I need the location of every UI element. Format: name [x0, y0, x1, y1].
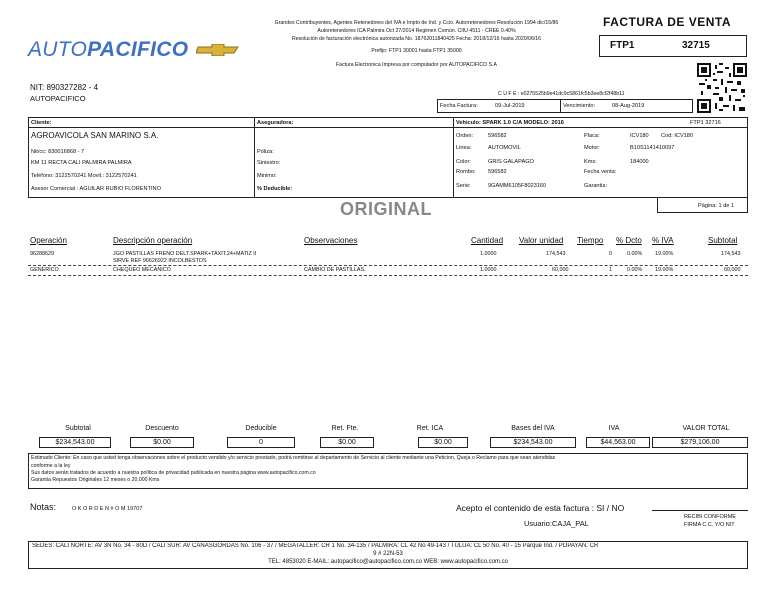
col-operacion: Operación	[30, 236, 67, 245]
row1-vu: 174,543	[546, 251, 566, 257]
legal-line-1: Grandes Contribuyentes, Agentes Retenedores del IVA e Impto de Ind. y Ccio. Autorretenedores Resolución 1994 dic/15/86	[274, 20, 559, 26]
kms-label: Kms:	[584, 159, 597, 165]
col-valor-unidad: Valor unidad	[519, 236, 564, 245]
sum-label-descuento: Descuento	[145, 425, 179, 432]
client-nit: Nit/cc: 830016868 - 7	[31, 149, 85, 155]
row2-cant: 1.0000	[480, 267, 497, 273]
notice-line-3: Sus datos serán tratados de acuerdo a nuestra política de privacidad publicada en nuestra página www.autopacifico.com.co	[31, 470, 316, 476]
logo-text-pacifico: PACIFICO	[87, 38, 189, 61]
chevrolet-bowtie-icon	[196, 44, 240, 56]
col-descripcion: Descripción operación	[113, 236, 193, 245]
sum-label-bases-iva: Bases del IVA	[511, 425, 555, 432]
row1-iva: 19.00%	[655, 251, 674, 257]
vehicle-order-ref: FTP1 32716	[690, 120, 721, 126]
fecha-venta-label: Fecha venta:	[584, 169, 617, 175]
deducible-label: % Deducible:	[257, 186, 293, 192]
qr-code-icon	[697, 63, 747, 113]
grid-divider-2	[453, 117, 454, 198]
recibi-conforme: RECIBI CONFORME	[684, 514, 736, 520]
footer-sedes-2: 9 # 22N-53	[373, 551, 403, 557]
row-separator-1	[28, 265, 748, 266]
footer-sedes: SEDES: CALI NORTE: AV 3N No. 34 - 80D / CALI SUR: AV CAÑASGORDAS No. 106 - 37 / MEGATALLER: CR 1 No. 34-135 / PALMIRA: CL 42 No 49-143 / TULUA: CL 50 No. 40 - 15 Parque Ind. / POPAYAN: CR	[32, 543, 599, 549]
row2-dcto: 0.00%	[627, 267, 643, 273]
autopacifico-logo	[28, 38, 240, 62]
notice-line-2: conforme a la ley	[31, 463, 71, 469]
sum-label-ret-ica: Ret. ICA	[416, 425, 444, 432]
poliza-label: Póliza:	[257, 149, 274, 155]
grid-header-rule	[28, 127, 748, 128]
sum-value-iva: $44,563.00	[586, 437, 650, 448]
doc-title: FACTURA DE VENTA	[603, 15, 731, 29]
row2-obs: CAMBIO DE PASTILLAS.	[304, 267, 366, 273]
siniestro-label: Siniestro:	[257, 160, 281, 166]
color-value: GRIS GALAPAGO	[488, 159, 534, 165]
row1-tiempo: 0	[609, 251, 612, 257]
grid-divider-1	[254, 117, 255, 198]
notice-line-1: Estimado Cliente: En caso que usted tenga observaciones sobre el producto vendido y/o servicio prestado, podrá remitirse al departamento de Servicio al cliente mediante una Peticion, Queja o Reclamo para que sean atendidas	[31, 455, 556, 461]
row2-sub: 60,000	[724, 267, 741, 273]
linea-label: Linea:	[456, 145, 472, 151]
row1-desc: JGO PASTILLAS FRENO DELT.SPARK+TAXIT.24+MATIZ II	[113, 251, 257, 257]
usuario: Usuario:CAJA_PAL	[524, 519, 589, 528]
sum-value-total: $279,106.00	[652, 437, 748, 448]
legal-line-2: Autoretenedores ICA Palmira Oct 27/2014 Regimen Común. CIIU 4511 - CREE 0.40%	[317, 28, 516, 34]
vencimiento: 08-Aug-2019	[612, 103, 645, 109]
placa-value: ICV180	[630, 133, 649, 139]
company-name: AUTOPACIFICO	[30, 94, 86, 103]
sum-value-subtotal: $234,543.00	[39, 437, 111, 448]
sum-value-ret-fte: $0.00	[320, 437, 374, 448]
minimo-label: Minimo:	[257, 173, 277, 179]
cod-label: Cod: ICV180	[661, 133, 694, 139]
sum-value-ret-ica: $0.00	[418, 437, 468, 448]
client-asesor: Asesor Comercial : AGUILAR RUBIO FLORENTINO	[31, 186, 161, 192]
footer-contact: TEL: 4853020 E-MAIL: autopacifico@autopacifico.com.co WEB: www.autopacifico.com.co	[268, 559, 508, 565]
orden-label: Orden:	[456, 133, 474, 139]
invoice-prefix: FTP1	[610, 40, 635, 51]
acepto-text: Acepto el contenido de esta factura : SI / NO	[456, 503, 625, 513]
invoice-number: 32715	[682, 40, 710, 51]
row1-dcto: 0.00%	[627, 251, 643, 257]
notes-label: Notas:	[30, 502, 57, 512]
color-label: Color:	[456, 159, 471, 165]
sum-label-iva: IVA	[608, 425, 620, 432]
row-separator-2	[28, 275, 748, 276]
rombo-value: 596582	[488, 169, 507, 175]
client-address: KM 11 RECTA CALI PALMIRA PALMIRA	[31, 160, 132, 166]
logo-text-auto: AUTO	[28, 38, 88, 61]
col-tiempo: Tiempo	[577, 236, 604, 245]
row2-vu: 60,000	[552, 267, 569, 273]
row2-tiempo: 1	[609, 267, 612, 273]
kms-value: 184000	[630, 159, 649, 165]
legal-line-5: Factura Electronica Impresa por computador por AUTOPACIFICO S.A	[336, 62, 497, 68]
row2-iva: 19.00%	[655, 267, 674, 273]
notes-value: O K O R D E N # O M 19707	[72, 506, 143, 512]
sum-value-descuento: $0.00	[130, 437, 194, 448]
rombo-label: Rombo:	[456, 169, 476, 175]
aseguradora-label: Aseguradora:	[257, 120, 294, 126]
sum-label-subtotal: Subtotal	[65, 425, 91, 432]
row1-sub: 174,543	[721, 251, 741, 257]
col-iva: % IVA	[652, 236, 674, 245]
row2-desc: CHEQUEO MECANICO	[113, 267, 171, 273]
motor-value: B10S1141410097	[630, 145, 675, 151]
cliente-label: Cliente:	[31, 120, 52, 126]
row1-cant: 1.0000	[480, 251, 497, 257]
signature-line	[652, 510, 748, 511]
sum-label-ret-fte: Ret. Fte.	[331, 425, 359, 432]
col-dcto: % Dcto	[616, 236, 642, 245]
row2-op: GENERICO	[30, 267, 59, 273]
placa-label: Placa:	[584, 133, 600, 139]
motor-label: Motor:	[584, 145, 600, 151]
fecha-factura-label: Fecha Factura:	[440, 103, 478, 109]
orden-value: 596582	[488, 133, 507, 139]
legal-line-4: Prefijo: FTP1 30001 hasta FTP1 35000	[371, 48, 462, 54]
notice-line-4: Garantia Repuestos Originales 12 meses o 20,000 Kms	[31, 477, 160, 483]
page-number: Página: 1 de 1	[698, 203, 735, 209]
client-phones: Teléfono: 3122570241 Movil.: 3122570241	[31, 173, 137, 179]
dates-divider	[560, 99, 561, 113]
row1-op: 96288629	[30, 251, 54, 257]
linea-value: AUTOMOVIL	[488, 145, 521, 151]
vencimiento-label: Vencimiento:	[563, 103, 596, 109]
garantia-label: Garantia:	[584, 183, 608, 189]
sum-value-deducible: 0	[227, 437, 295, 448]
serie-label: Serie:	[456, 183, 471, 189]
col-observaciones: Observaciones	[304, 236, 358, 245]
sum-label-total: VALOR TOTAL	[682, 425, 730, 432]
col-subtotal: Subtotal	[708, 236, 738, 245]
fecha-factura: 09-Jul-2019	[495, 103, 525, 109]
vehicle-title: Vehiculo: SPARK 1.0 C/A MODELO: 2016	[456, 120, 564, 126]
serie-value: 9GAMM6105F8023160	[488, 183, 547, 189]
nit: NIT: 890327282 - 4	[30, 83, 99, 92]
client-name: AGROAVICOLA SAN MARINO S.A.	[31, 131, 159, 140]
invoice-number-box	[599, 35, 747, 57]
row1-desc2: SIRVE REF 96626922 INCOLBESTOS	[113, 258, 207, 264]
original-label: ORIGINAL	[340, 199, 432, 219]
cufe: C U F E : e0275525b9e41dc9c5861fc5b3ee8cf2f48b11	[498, 91, 625, 97]
sum-label-deducible: Deducible	[245, 425, 277, 432]
legal-line-3: Resolución de facturación electrónica autorizada No. 18762011840425 Fecha: 2018/12/16 hasta 2020/06/16	[291, 36, 542, 42]
firma-cc-nit: FIRMA C.C. Y/O NIT	[684, 522, 735, 528]
sum-value-bases-iva: $234,543.00	[490, 437, 576, 448]
col-cantidad: Cantidad	[471, 236, 504, 245]
